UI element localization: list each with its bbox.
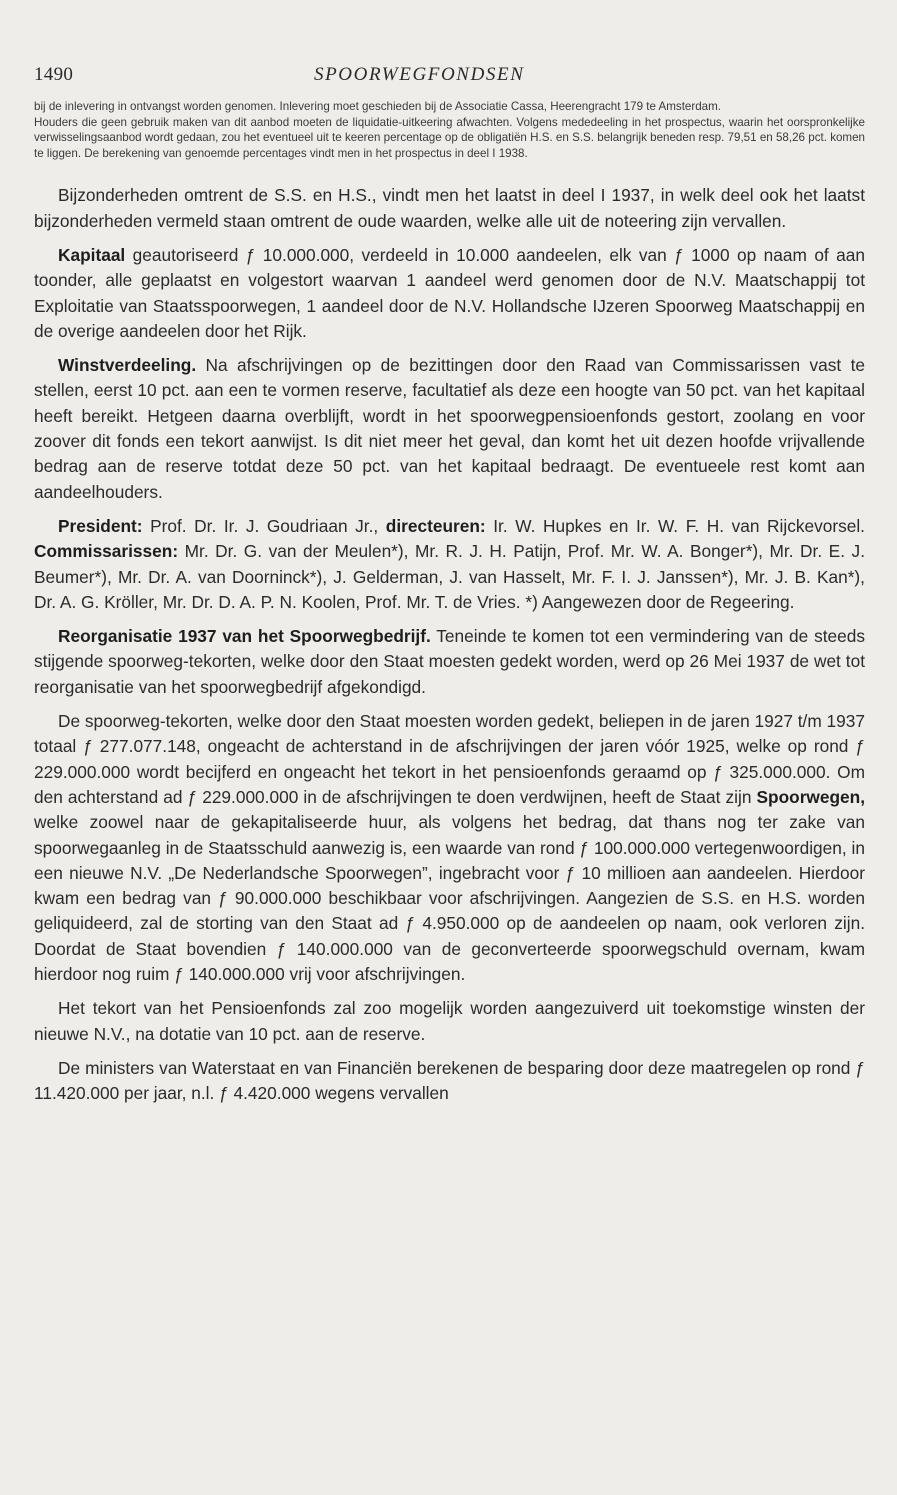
paragraph-text: Ir. W. Hupkes en Ir. W. F. H. van Rijckevorsel.	[485, 515, 865, 536]
paragraph-lead-spoorwegen: Spoorwegen,	[756, 786, 865, 807]
paragraph-text: Prof. Dr. Ir. J. Goudriaan Jr.,	[142, 515, 386, 536]
paragraph-text: Bijzonderheden omtrent de S.S. en H.S., vindt men het laatst in deel I 1937, in welk deel ook het laatst bijzonderheden vermeld staan omtrent de oude waarden, welke alle uit de noteering zijn vervallen.	[34, 185, 865, 231]
footnote-paragraph: Houders die geen gebruik maken van dit aanbod moeten de liquidatie-uitkeering afwachten. Volgens mededeeling in het prospectus, waarin het oorspronkelijke verwisselingsaanbod wordt gedaan, zou het eventueel uit te keeren percentage op de obligatiën H.S. en S.S. belangrijk beneden resp. 79,51 en 58,26 pct. komen te liggen. De berekening van genoemde percentages vindt men in het prospectus in deel I 1938.	[34, 115, 865, 160]
page-number: 1490	[34, 64, 74, 85]
body-paragraph-besparing	[34, 1056, 865, 1107]
running-title: SPOORWEGFONDSEN	[314, 64, 525, 85]
paragraph-lead-commissarissen: Commissarissen:	[34, 541, 179, 562]
paragraph-lead: Winstverdeeling.	[58, 355, 197, 376]
paragraph-text: Het tekort van het Pensioenfonds zal zoo mogelijk worden aangezuiverd uit toekomstige winsten der nieuwe N.V., na dotatie van 10 pct. aan de reserve.	[34, 998, 865, 1044]
body-paragraph-bestuur	[34, 514, 865, 615]
paragraph-text: Mr. Dr. G. van der Meulen*), Mr. R. J. H. Patijn, Prof. Mr. W. A. Bonger*), Mr. Dr. E. J. Beumer*), Mr. Dr. A. van Doorninck*), J. Gelderman, J. van Hasselt, Mr. F. I. J. Janssen*), Mr. J. B. Kan*), Dr. A. G. Kröller, Mr. Dr. D. A. P. N. Koolen, Prof. Mr. T. de Vries. *) Aangewezen door de Regeering.	[34, 541, 865, 612]
body-paragraph-tekorten	[34, 709, 865, 987]
paragraph-text: geautoriseerd ƒ 10.000.000, verdeeld in 10.000 aandeelen, elk van ƒ 1000 op naam of aan toonder, alle geplaatst en volgestort waarvan 1 aandeel werd genomen door de N.V. Maatschappij tot Exploitatie van Staatsspoorwegen, 1 aandeel door de N.V. Hollandsche IJzeren Spoorweg Maatschappij en de overige aandeelen door het Rijk.	[34, 244, 865, 341]
paragraph-lead: Kapitaal	[58, 244, 126, 265]
body-paragraph-reorganisatie	[34, 624, 865, 700]
paragraph-text: De ministers van Waterstaat en van Financiën berekenen de besparing door deze maatregelen op rond ƒ 11.420.000 per jaar, n.l. ƒ 4.420.000 wegens vervallen	[34, 1057, 865, 1104]
body-paragraph-references	[34, 183, 865, 234]
footnote-block	[34, 99, 865, 161]
paragraph-text: De spoorweg-tekorten, welke door den Staat moesten worden gedekt, beliepen in de jaren 1927 t/m 1937 totaal ƒ 277.077.148, ongeacht de achterstand in de afschrijvingen der jaren vóór 1925, welke op rond ƒ 229.000.000 wordt becijferd en ongeacht het tekort in het pensioenfonds geraamd op ƒ 325.000.000. Om den achterstand ad ƒ 229.000.000 in de afschrijvingen te doen verdwijnen, heeft de Staat zijn	[34, 711, 865, 807]
footnote-paragraph: bij de inlevering in ontvangst worden genomen. Inlevering moet geschieden bij de Associatie Cassa, Heerengracht 179 te Amsterdam.	[34, 100, 722, 113]
running-head	[34, 64, 865, 86]
paragraph-text: welke zoowel naar de gekapitaliseerde huur, als volgens het bedrag, dat thans nog ter zake van spoorwegaanleg in de Staatsschuld aanwezig is, een waarde van rond ƒ 100.000.000 vertegenwoordigen, in een nieuwe N.V. „De Nederlandsche Spoorwegen”, ingebracht voor ƒ 10 millioen aan aandeelen. Hierdoor kwam een bedrag van ƒ 90.000.000 beschikbaar voor afschrijvingen. Aangezien de S.S. en H.S. worden geliquideerd, zal de storting van den Staat ad ƒ 4.950.000 op de aandeelen op naam, ook verloren zijn. Doordat de Staat bovendien ƒ 140.000.000 van de geconverteerde spoorwegschuld overnam, kwam hierdoor nog ruim ƒ 140.000.000 vrij voor afschrijvingen.	[34, 812, 865, 984]
paragraph-lead-directeuren: directeuren:	[385, 515, 486, 536]
body-paragraph-pensioenfonds	[34, 996, 865, 1047]
body-paragraph-kapitaal	[34, 243, 865, 344]
paragraph-text: Na afschrijvingen op de bezittingen door den Raad van Commissarissen vast te stellen, eerst 10 pct. aan een te vormen reserve, facultatief als deze een hoogte van 50 pct. van het kapitaal heeft bereikt. Hetgeen daarna overblijft, wordt in het spoorwegpensioenfonds gestort, zoolang en voor zoover dit fonds een tekort aanwijst. Is dit niet meer het geval, dan komt het uit dezen hoofde vrijvallende bedrag aan de reserve totdat deze 50 pct. van het kapitaal bedraagt. De eventueele rest komt aan aandeelhouders.	[34, 355, 865, 502]
body-paragraph-winstverdeeling	[34, 353, 865, 505]
paragraph-text: Teneinde te komen tot een vermindering van de steeds stijgende spoorweg-tekorten, welke door den Staat moesten gedekt worden, werd op 26 Mei 1937 de wet tot reorganisatie van het spoorwegbedrijf afgekondigd.	[34, 626, 865, 697]
paragraph-lead: Reorganisatie 1937 van het Spoorwegbedrijf.	[58, 626, 431, 647]
paragraph-lead: President:	[58, 515, 143, 536]
